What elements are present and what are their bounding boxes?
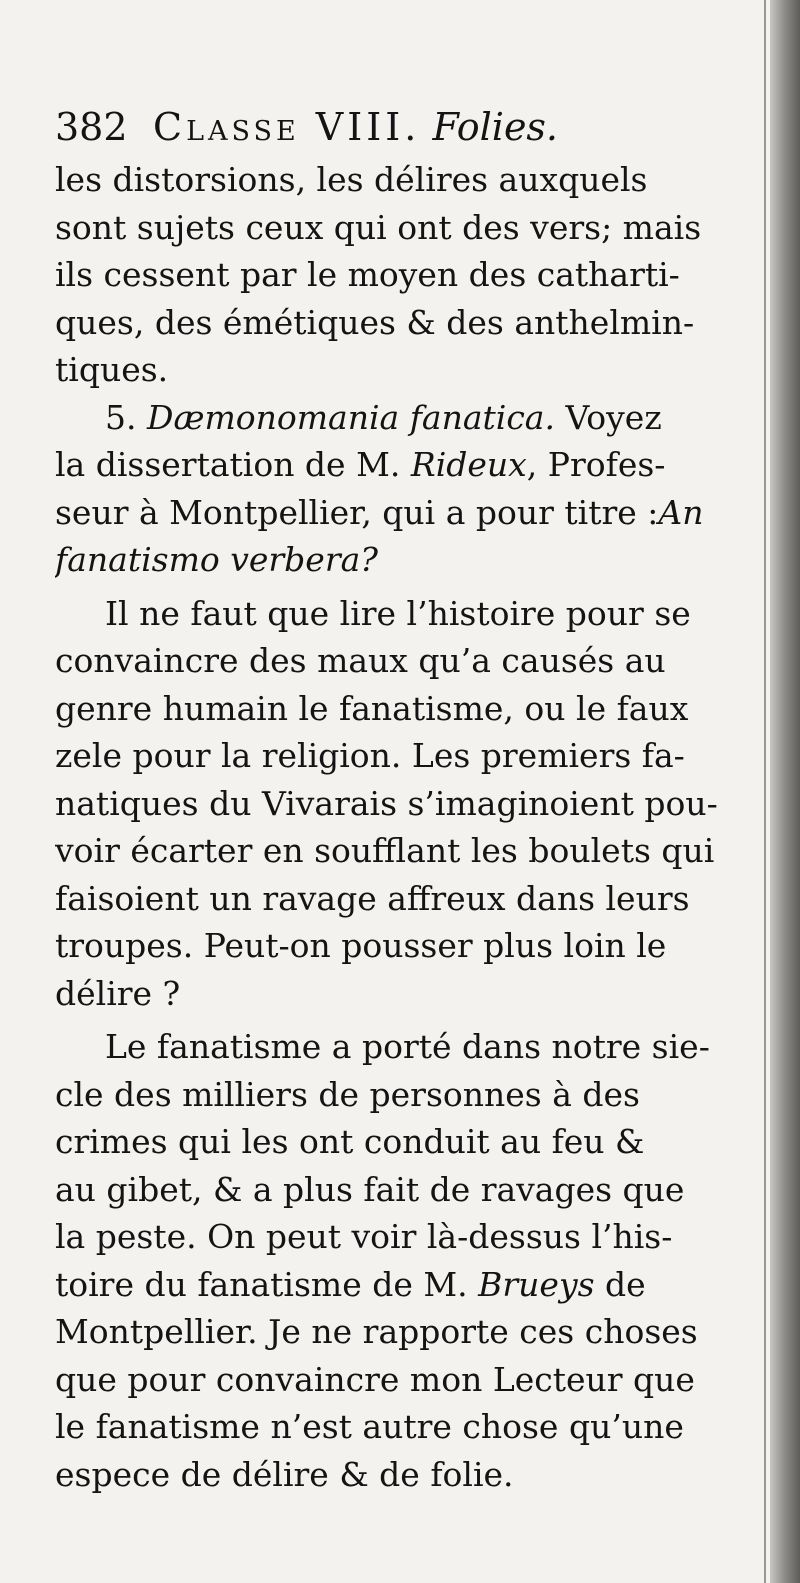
text-line: le fanatisme n’est autre chose qu’une xyxy=(55,1407,684,1446)
dissertation-title: An xyxy=(658,492,704,532)
section-title: Folies. xyxy=(432,105,559,149)
paragraph-3 xyxy=(55,590,740,1018)
text-line: que pour convaincre mon Lecteur que xyxy=(55,1359,695,1399)
text-line xyxy=(55,1261,740,1309)
text-line: cle des milliers de personnes à des xyxy=(55,1074,640,1114)
text-line: délire ? xyxy=(55,973,181,1013)
book-spine xyxy=(770,0,800,1583)
text-line: les distorsions, les délires auxquels xyxy=(55,160,648,199)
text-line: tiques. xyxy=(55,350,169,389)
text-line: Montpellier. Je ne rapporte ces choses xyxy=(55,1312,698,1351)
text-line: faisoient un ravage affreux dans leurs xyxy=(55,878,690,918)
text-line: espece de délire & de folie. xyxy=(55,1454,514,1494)
author-name: Rideux xyxy=(410,445,527,484)
text-line: troupes. Peut-on pousser plus loin le xyxy=(55,926,667,965)
text-line: au gibet, & a plus fait de ravages que xyxy=(55,1169,685,1209)
dissertation-title: fanatismo verbera? xyxy=(55,540,378,579)
text-run: , Profes- xyxy=(526,445,666,484)
text-line: ques, des émétiques & des anthelmin- xyxy=(55,302,695,342)
text-line xyxy=(55,441,740,489)
running-header xyxy=(55,98,740,156)
paragraph-2 xyxy=(55,394,740,584)
text-run: de xyxy=(605,1264,646,1304)
text-line: crimes qui les ont conduit au feu & xyxy=(55,1122,645,1161)
text-run: Voyez xyxy=(565,397,662,437)
text-run: seur à Montpellier, qui a pour titre : xyxy=(55,492,659,532)
text-line: Le fanatisme a porté dans notre sie- xyxy=(105,1027,710,1066)
item-number: 5. xyxy=(105,397,137,437)
page-text xyxy=(55,98,740,1498)
text-line: la peste. On peut voir là-dessus l’his- xyxy=(55,1217,673,1256)
disease-name: Dæmonomania fanatica. xyxy=(147,397,555,437)
text-run: la dissertation de M. xyxy=(55,445,401,484)
text-line: Il ne faut que lire l’histoire pour se xyxy=(105,593,691,633)
text-line: voir écarter en soufflant les boulets qui xyxy=(55,831,715,870)
paragraph-4 xyxy=(55,1023,740,1498)
text-line xyxy=(55,394,740,442)
text-line: convaincre des maux qu’a causés au xyxy=(55,641,666,680)
text-line: genre humain le fanatisme, ou le faux xyxy=(55,688,689,728)
page-number: 382 xyxy=(55,105,128,149)
author-name: Brueys xyxy=(478,1264,595,1304)
gutter-shadow-line xyxy=(764,0,766,1583)
class-label: Classe VIII. xyxy=(153,105,421,149)
text-line: natiques du Vivarais s’imaginoient pou- xyxy=(55,783,718,823)
text-line: zele pour la religion. Les premiers fa- xyxy=(55,736,685,775)
text-line xyxy=(55,489,740,537)
text-line: sont sujets ceux qui ont des vers; mais xyxy=(55,207,702,247)
text-run: toire du fanatisme de M. xyxy=(55,1264,468,1304)
paragraph-1 xyxy=(55,156,740,394)
text-line: ils cessent par le moyen des catharti- xyxy=(55,255,680,294)
